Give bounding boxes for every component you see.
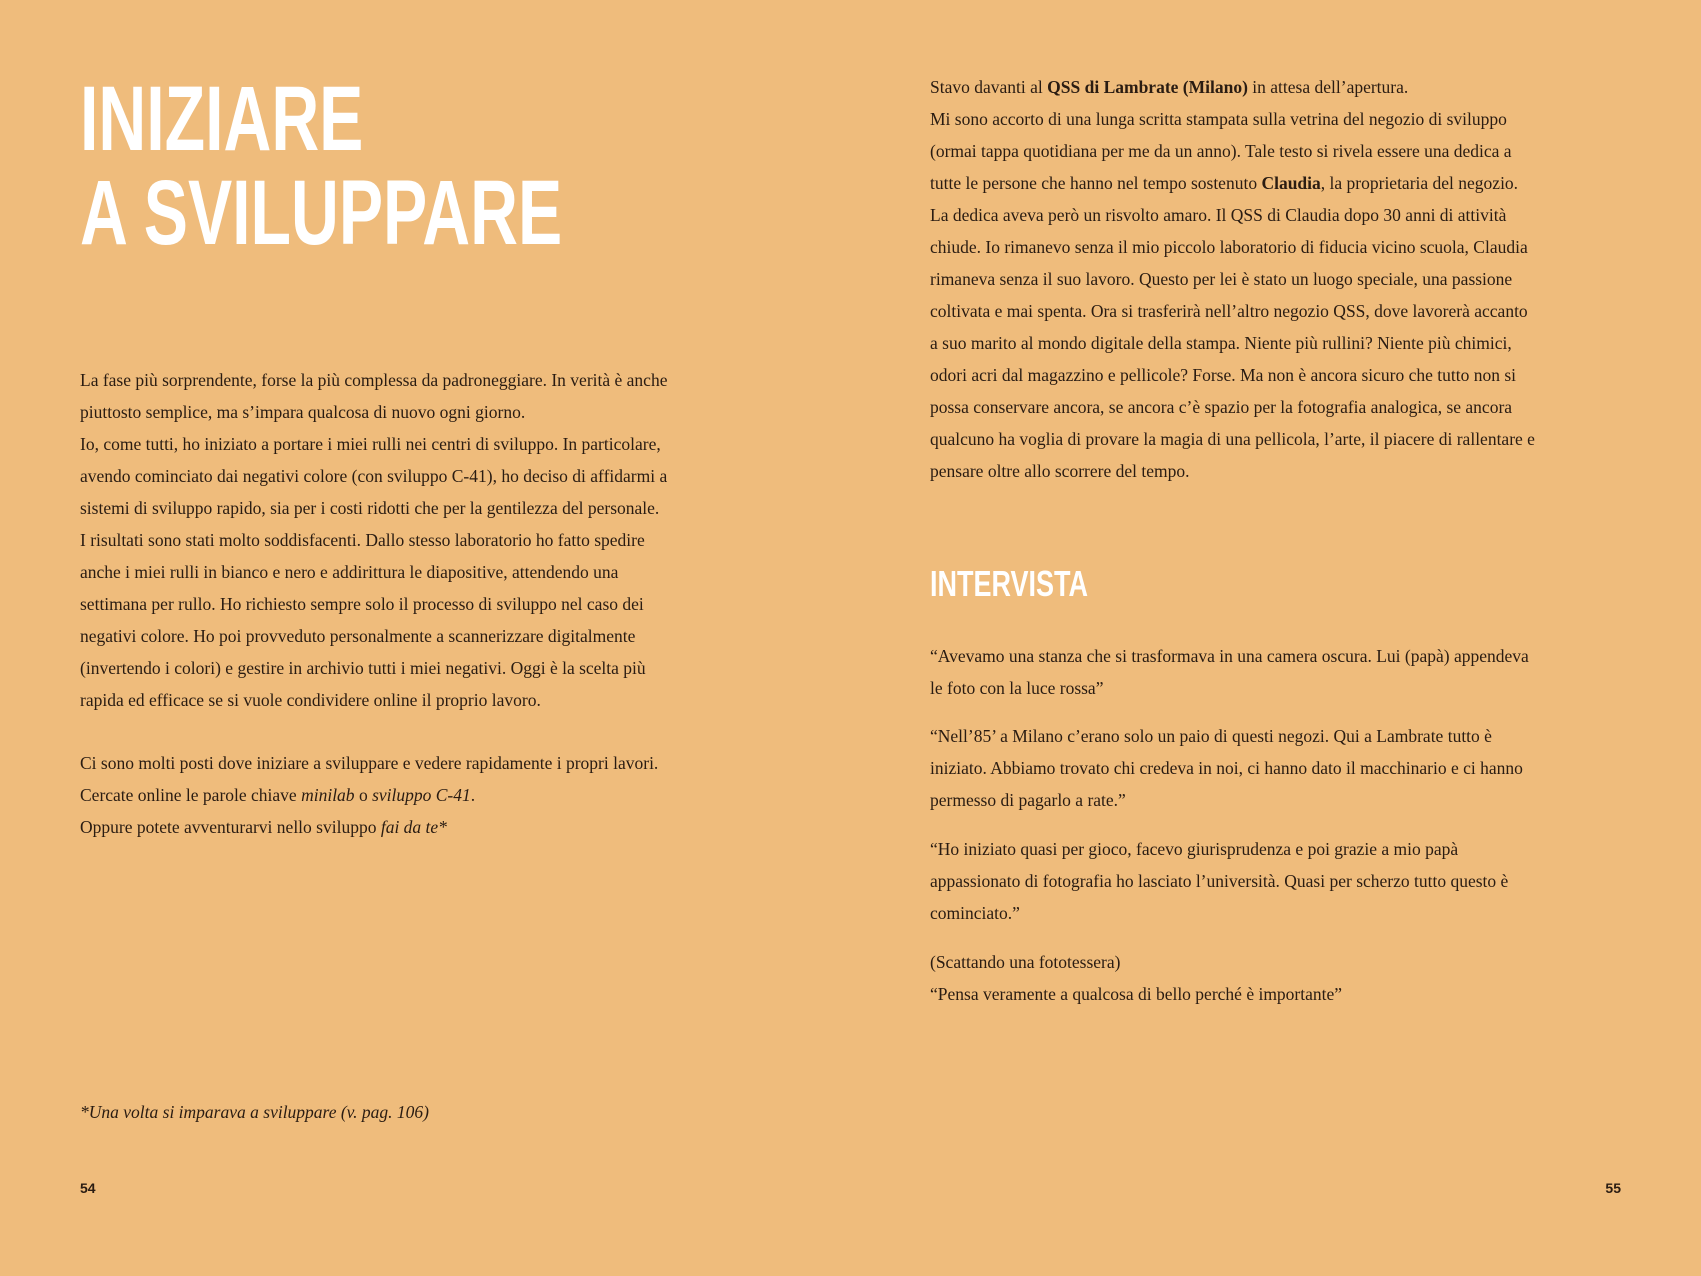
text-line: rimaneva senza il suo lavoro. Questo per lei è stato un luogo speciale, una passione — [930, 269, 1513, 289]
footnote: *Una volta si imparava a sviluppare (v. pag. 106) — [80, 1102, 429, 1122]
text-span: Cercate online le parole chiave — [80, 785, 302, 805]
text-line: a suo marito al mondo digitale della stampa. Niente più rullini? Niente più chimici, — [930, 333, 1512, 353]
text-line: Io, come tutti, ho iniziato a portare i miei rulli nei centri di sviluppo. In particolare, — [80, 434, 661, 454]
text-line: (invertendo i colori) e gestire in archivio tutti i miei negativi. Oggi è la scelta più — [80, 658, 646, 678]
text-line: piuttosto semplice, ma s’impara qualcosa di nuovo ogni giorno. — [80, 402, 526, 422]
title-line-2: A SVILUPPARE — [80, 162, 563, 264]
text-span: Oppure potete avventurarvi nello sviluppo — [80, 817, 381, 837]
intro-paragraph — [80, 364, 780, 716]
text-span: . — [470, 785, 476, 805]
keyword-c41: sviluppo C-41 — [372, 785, 471, 805]
text-line: La fase più sorprendente, forse la più complessa da padroneggiare. In verità è anche — [80, 370, 668, 390]
interview-quote-1 — [930, 640, 1650, 704]
page-number-left: 54 — [80, 1180, 96, 1196]
text-line: coltivata e mai spenta. Ora si trasferirà nell’altro negozio QSS, dove lavorerà accanto — [930, 301, 1528, 321]
text-line: le foto con la luce rossa” — [930, 678, 1104, 698]
text-line: pensare oltre allo scorrere del tempo. — [930, 461, 1190, 481]
keyword-minilab: minilab — [301, 785, 355, 805]
text-line — [80, 779, 780, 811]
interview-quote-4 — [930, 946, 1650, 1010]
keyword-diy: fai da te* — [380, 817, 447, 837]
text-line: qualcuno ha voglia di provare la magia di una pellicola, l’arte, il piacere di rallentare e — [930, 429, 1535, 449]
text-line: “Avevamo una stanza che si trasformava in una camera oscura. Lui (papà) appendeva — [930, 646, 1529, 666]
text-line: “Nell’85’ a Milano c’erano solo un paio di questi negozi. Qui a Lambrate tutto è — [930, 726, 1492, 746]
text-line: “Pensa veramente a qualcosa di bello perché è importante” — [930, 984, 1343, 1004]
text-line — [80, 811, 780, 843]
text-line: I risultati sono stati molto soddisfacenti. Dallo stesso laboratorio ho fatto spedire — [80, 530, 645, 550]
text-span: in attesa dell’apertura. — [1247, 77, 1409, 97]
shop-name: QSS di Lambrate (Milano) — [1047, 77, 1248, 97]
story-paragraph — [930, 71, 1630, 487]
text-line: iniziato. Abbiamo trovato chi credeva in noi, ci hanno dato il macchinario e ci hanno — [930, 758, 1523, 778]
text-line: Mi sono accorto di una lunga scritta stampata sulla vetrina del negozio di sviluppo — [930, 109, 1507, 129]
text-line: negativi colore. Ho poi provveduto personalmente a scannerizzare digitalmente — [80, 626, 636, 646]
interview-quote-3 — [930, 833, 1650, 929]
text-line: sistemi di sviluppo rapido, sia per i costi ridotti che per la gentilezza del personale. — [80, 498, 660, 518]
text-span: , la proprietaria del negozio. — [1320, 173, 1519, 193]
page-number-right: 55 — [1605, 1180, 1621, 1196]
text-line: La dedica aveva però un risvolto amaro. Il QSS di Claudia dopo 30 anni di attività — [930, 205, 1507, 225]
section-title-interview: INTERVISTA — [930, 563, 1089, 604]
text-span: tutte le persone che hanno nel tempo sostenuto — [930, 173, 1262, 193]
right-page — [850, 0, 1701, 1276]
text-line: cominciato.” — [930, 903, 1020, 923]
text-line: possa conservare ancora, se ancora c’è spazio per la fotografia analogica, se ancora — [930, 397, 1513, 417]
text-line: avendo cominciato dai negativi colore (con sviluppo C-41), ho deciso di affidarmi a — [80, 466, 668, 486]
page-title — [80, 68, 563, 264]
text-line: anche i miei rulli in bianco e nero e addirittura le diapositive, attendendo una — [80, 562, 619, 582]
text-line: rapida ed efficace se si vuole condividere online il proprio lavoro. — [80, 690, 541, 710]
text-span: o — [354, 785, 373, 805]
text-line: Ci sono molti posti dove iniziare a sviluppare e vedere rapidamente i propri lavori. — [80, 753, 659, 773]
text-line: appassionato di fotografia ho lasciato l’università. Quasi per scherzo tutto questo è — [930, 871, 1509, 891]
tips-paragraph — [80, 747, 780, 843]
title-line-1: INIZIARE — [80, 68, 364, 170]
text-line — [930, 167, 1630, 199]
left-page — [0, 0, 850, 1276]
text-line — [930, 71, 1630, 103]
interview-quote-2 — [930, 720, 1650, 816]
text-line: (ormai tappa quotidiana per me da un anno). Tale testo si rivela essere una dedica a — [930, 141, 1512, 161]
text-line: odori acri dal magazzino e pellicole? Forse. Ma non è ancora sicuro che tutto non si — [930, 365, 1517, 385]
text-line: settimana per rullo. Ho richiesto sempre solo il processo di sviluppo nel caso dei — [80, 594, 644, 614]
text-line: (Scattando una fototessera) — [930, 952, 1121, 972]
text-line: chiude. Io rimanevo senza il mio piccolo laboratorio di fiducia vicino scuola, Claudia — [930, 237, 1528, 257]
text-line: “Ho iniziato quasi per gioco, facevo giurisprudenza e poi grazie a mio papà — [930, 839, 1459, 859]
owner-name: Claudia — [1261, 173, 1321, 193]
text-span: Stavo davanti al — [930, 77, 1048, 97]
text-line: permesso di pagarlo a rate.” — [930, 790, 1126, 810]
